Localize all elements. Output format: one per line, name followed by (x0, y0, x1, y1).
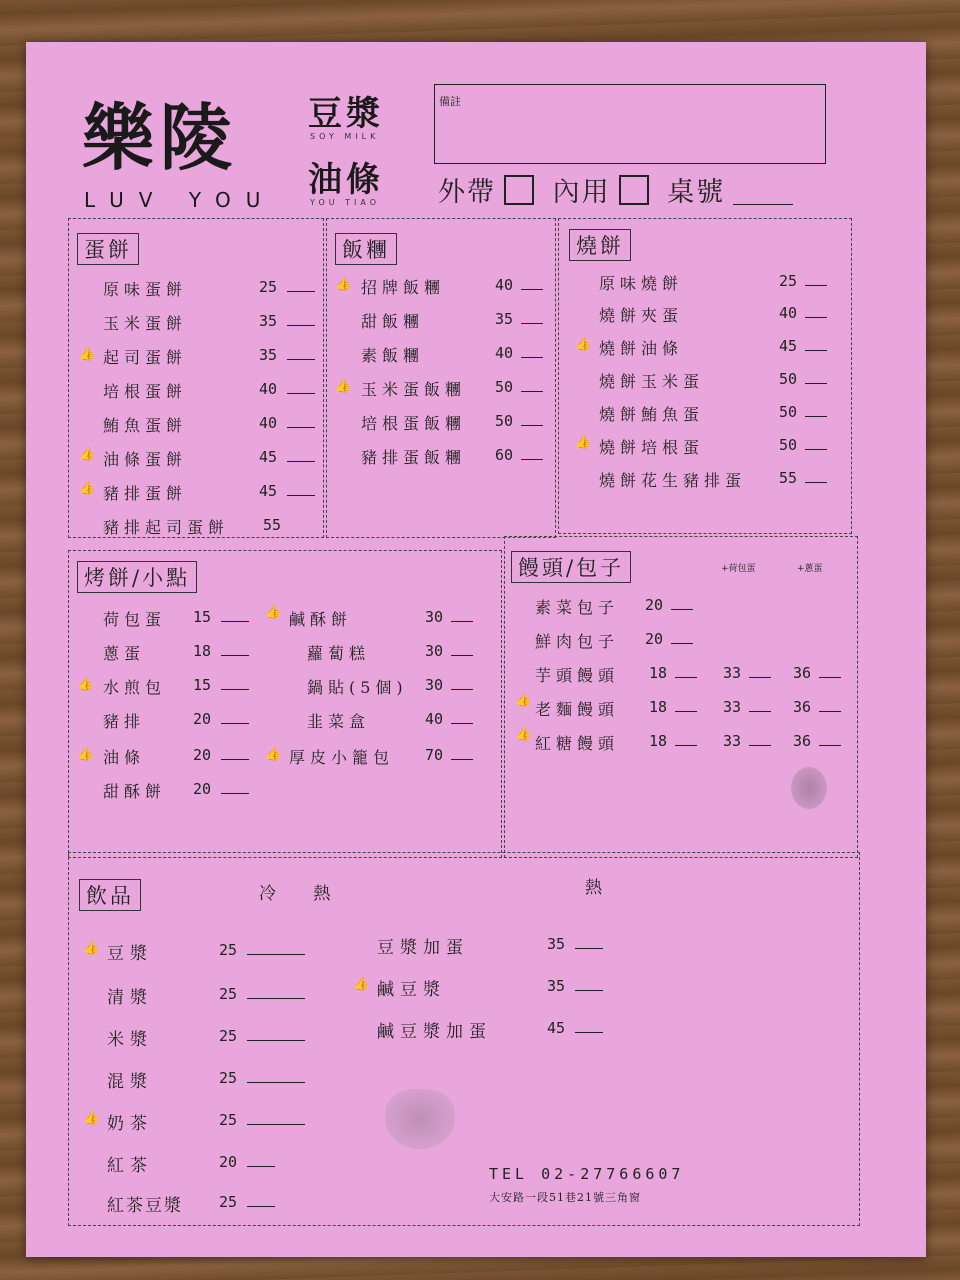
menu-item: 招牌飯糰 (361, 278, 446, 297)
menu-price: 18 (649, 732, 697, 750)
thumbs-up-icon: 👍 (335, 277, 352, 292)
logo-main: 樂陵 (82, 95, 239, 180)
menu-item: 豬排蛋餅 (103, 484, 188, 503)
menu-price: 30 (425, 608, 473, 626)
menu-item: 原味燒餅 (599, 274, 684, 293)
drink-price: 25 (219, 1069, 305, 1087)
menu-price: 15 (193, 608, 249, 626)
menu-item: 燒餅培根蛋 (599, 438, 705, 457)
menu-price: 45 (259, 448, 315, 466)
menu-item: 玉米蛋飯糰 (361, 380, 467, 399)
menu-item: 蔥蛋 (103, 644, 146, 663)
menu-price: 30 (425, 642, 473, 660)
drink-item: 鹹豆漿 (377, 980, 446, 1000)
drink-price: 25 (219, 1027, 305, 1045)
menu-paper (26, 42, 926, 1257)
section-kaobing (68, 550, 502, 858)
menu-item: 芋頭饅頭 (535, 666, 620, 685)
section-title-fantuan: 飯糰 (335, 233, 397, 265)
menu-item: 豬排 (103, 712, 146, 731)
column-header-hot: 熱 (585, 878, 602, 898)
drink-item: 混漿 (107, 1072, 153, 1092)
bowl-illustration (385, 1089, 455, 1149)
dinein-checkbox[interactable] (619, 175, 649, 205)
thumbs-up-icon: 👍 (575, 337, 592, 352)
logo-english: LUV YOU (84, 188, 276, 212)
thumbs-up-icon: 👍 (83, 1111, 100, 1126)
menu-price: 20 (193, 746, 249, 764)
drink-item: 米漿 (107, 1030, 153, 1050)
menu-item: 燒餅夾蛋 (599, 306, 684, 325)
menu-price: 50 (779, 403, 827, 421)
drink-price: 25 (219, 941, 305, 959)
menu-item: 韭菜盒 (307, 712, 371, 731)
menu-price: 50 (495, 412, 543, 430)
menu-item: 玉米蛋餅 (103, 314, 188, 333)
drink-item: 豆漿加蛋 (377, 938, 469, 958)
menu-item: 燒餅鮪魚蛋 (599, 405, 705, 424)
menu-price-with-scallion-egg: 36 (793, 698, 841, 716)
menu-price: 18 (193, 642, 249, 660)
table-number-blank[interactable] (733, 204, 793, 205)
drink-item: 紅茶 (107, 1156, 153, 1176)
thumbs-up-icon: 👍 (515, 693, 532, 708)
column-note-scallion-egg: +蔥蛋 (797, 564, 823, 574)
column-header-cold-hot: 冷 熱 (259, 884, 347, 904)
menu-item: 素菜包子 (535, 598, 620, 617)
menu-item: 素飯糰 (361, 346, 425, 365)
menu-price: 18 (649, 698, 697, 716)
menu-item: 蘿蔔糕 (307, 644, 371, 663)
menu-item: 燒餅玉米蛋 (599, 372, 705, 391)
section-title-mantou: 饅頭/包子 (511, 551, 631, 583)
address: 大安路一段51巷21號三角窗 (489, 1191, 641, 1204)
drink-price: 35 (547, 977, 603, 995)
menu-price-with-egg: 33 (723, 732, 771, 750)
menu-price: 25 (259, 278, 315, 296)
menu-price: 50 (779, 370, 827, 388)
menu-price: 60 (495, 446, 543, 464)
menu-price: 18 (649, 664, 697, 682)
logo-soymilk: 豆漿 (308, 94, 384, 134)
menu-item: 厚皮小籠包 (289, 748, 395, 767)
menu-item: 荷包蛋 (103, 610, 167, 629)
menu-price: 55 (263, 516, 282, 534)
menu-item: 甜酥餅 (103, 782, 167, 801)
menu-price-with-scallion-egg: 36 (793, 664, 841, 682)
section-fantuan (326, 218, 556, 538)
menu-price: 40 (259, 380, 315, 398)
menu-item: 鮪魚蛋餅 (103, 416, 188, 435)
menu-item: 紅糖饅頭 (535, 734, 620, 753)
menu-price: 25 (779, 272, 827, 290)
thumbs-up-icon: 👍 (265, 605, 282, 620)
menu-price: 30 (425, 676, 473, 694)
thumbs-up-icon: 👍 (77, 747, 94, 762)
section-danbing (68, 218, 324, 538)
menu-price: 50 (495, 378, 543, 396)
menu-price: 55 (779, 469, 827, 487)
thumbs-up-icon: 👍 (515, 727, 532, 742)
menu-price: 35 (259, 346, 315, 364)
menu-item: 起司蛋餅 (103, 348, 188, 367)
menu-item: 鹹酥餅 (289, 610, 353, 629)
menu-item: 原味蛋餅 (103, 280, 188, 299)
menu-price-with-egg: 33 (723, 664, 771, 682)
menu-item: 水煎包 (103, 678, 167, 697)
menu-price: 40 (259, 414, 315, 432)
thumbs-up-icon: 👍 (79, 447, 96, 462)
menu-price: 20 (193, 710, 249, 728)
menu-item: 油條 (103, 748, 146, 767)
menu-item: 老麵饅頭 (535, 700, 620, 719)
drink-price: 45 (547, 1019, 603, 1037)
note-box[interactable] (434, 84, 826, 164)
menu-price: 40 (425, 710, 473, 728)
thumbs-up-icon: 👍 (353, 977, 370, 992)
menu-price: 35 (259, 312, 315, 330)
section-title-shaobing: 燒餅 (569, 229, 631, 261)
menu-price: 45 (779, 337, 827, 355)
thumbs-up-icon: 👍 (575, 435, 592, 450)
section-title-drinks: 飲品 (79, 879, 141, 911)
menu-item: 燒餅油條 (599, 339, 684, 358)
bun-illustration (791, 767, 827, 809)
drink-item: 豆漿 (107, 944, 153, 964)
menu-item: 鍋貼(5個) (307, 678, 408, 697)
drink-item: 奶茶 (107, 1114, 153, 1134)
menu-price: 35 (495, 310, 543, 328)
logo-youtiao: 油條 (308, 160, 384, 200)
menu-item: 鮮肉包子 (535, 632, 620, 651)
section-title-kaobing: 烤餅/小點 (77, 561, 197, 593)
menu-item: 油條蛋餅 (103, 450, 188, 469)
menu-item: 豬排蛋飯糰 (361, 448, 467, 467)
drink-price: 35 (547, 935, 603, 953)
menu-price: 50 (779, 436, 827, 454)
thumbs-up-icon: 👍 (335, 379, 352, 394)
section-drinks (68, 852, 860, 1226)
takeout-checkbox[interactable] (504, 175, 534, 205)
menu-price-with-egg: 33 (723, 698, 771, 716)
menu-price: 20 (645, 630, 693, 648)
thumbs-up-icon: 👍 (265, 747, 282, 762)
menu-price: 40 (495, 344, 543, 362)
note-label: 備註 (439, 95, 461, 108)
menu-item: 培根蛋飯糰 (361, 414, 467, 433)
thumbs-up-icon: 👍 (77, 677, 94, 692)
thumbs-up-icon: 👍 (79, 347, 96, 362)
section-title-danbing: 蛋餅 (77, 233, 139, 265)
menu-item: 培根蛋餅 (103, 382, 188, 401)
menu-item: 豬排起司蛋餅 (103, 518, 230, 537)
thumbs-up-icon: 👍 (79, 481, 96, 496)
drink-item: 鹹豆漿加蛋 (377, 1022, 492, 1042)
menu-item: 燒餅花生豬排蛋 (599, 471, 747, 490)
menu-price: 40 (495, 276, 543, 294)
menu-price: 40 (779, 304, 827, 322)
menu-price-with-scallion-egg: 36 (793, 732, 841, 750)
telephone: TEL 02-27766607 (489, 1165, 685, 1183)
takeout-label: 外帶 (438, 177, 496, 208)
table-number-label: 桌號 (667, 177, 726, 208)
menu-price: 45 (259, 482, 315, 500)
menu-price: 20 (645, 596, 693, 614)
drink-price: 25 (219, 1111, 305, 1129)
drink-price: 20 (219, 1153, 275, 1171)
logo-youtiao-en: YOU TIAO (310, 198, 381, 207)
section-mantou (504, 536, 858, 858)
section-shaobing (558, 218, 852, 534)
column-note-egg: +荷包蛋 (721, 564, 756, 574)
thumbs-up-icon: 👍 (83, 941, 100, 956)
menu-price: 20 (193, 780, 249, 798)
drink-item: 紅茶豆漿 (107, 1196, 183, 1216)
drink-price: 25 (219, 985, 305, 1003)
drink-item: 清漿 (107, 988, 153, 1008)
menu-price: 15 (193, 676, 249, 694)
drink-price: 25 (219, 1193, 275, 1211)
menu-price: 70 (425, 746, 473, 764)
order-type-line (438, 170, 793, 209)
menu-item: 甜飯糰 (361, 312, 425, 331)
dinein-label: 內用 (552, 177, 611, 208)
logo-soymilk-en: SOY MILK (310, 132, 380, 141)
